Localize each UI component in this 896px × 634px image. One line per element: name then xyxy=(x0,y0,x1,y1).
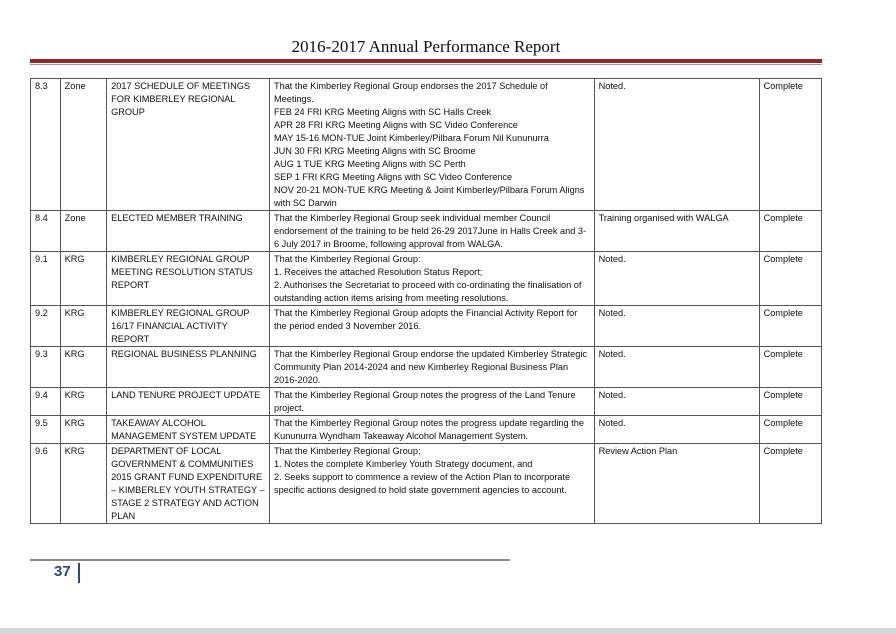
recommendation-line: NOV 20-21 MON-TUE KRG Meeting & Joint Kimberley/Pilbara Forum Aligns with SC Darwin xyxy=(273,185,585,208)
status-cell: Complete xyxy=(759,347,821,388)
footer-rule xyxy=(30,559,510,561)
recommendation-line: That the Kimberley Regional Group: xyxy=(273,254,421,264)
recommendation-line: MAY 15-16 MON-TUE Joint Kimberley/Pilbara Forum Nil Kununurra xyxy=(273,133,549,143)
action-cell: Noted. xyxy=(594,79,759,211)
recommendation-cell xyxy=(269,211,594,252)
recommendation-line: That the Kimberley Regional Group notes the progress of the Land Tenure project. xyxy=(273,390,576,413)
item-number-cell: 9.5 xyxy=(31,416,61,444)
recommendation-cell xyxy=(269,347,594,388)
recommendation-cell xyxy=(269,444,594,524)
item-title-cell: ELECTED MEMBER TRAINING xyxy=(107,211,270,252)
recommendation-line: 1. Notes the complete Kimberley Youth Strategy document, and xyxy=(273,459,533,469)
recommendation-line: That the Kimberley Regional Group adopts the Financial Activity Report for the period ended 3 November 2016. xyxy=(273,308,578,331)
zone-cell: KRG xyxy=(60,347,107,388)
zone-cell: Zone xyxy=(60,211,107,252)
recommendation-cell xyxy=(269,306,594,347)
item-title-cell: TAKEAWAY ALCOHOL MANAGEMENT SYSTEM UPDATE xyxy=(107,416,270,444)
status-cell: Complete xyxy=(759,79,821,211)
action-cell: Training organised with WALGA xyxy=(594,211,759,252)
recommendation-line: 2. Seeks support to commence a review of the Action Plan to incorporate specific actions designed to hold state government agencies to account. xyxy=(273,472,571,495)
page-bottom-edge xyxy=(0,628,896,634)
item-number-cell: 9.4 xyxy=(31,388,61,416)
recommendation-line: 1. Receives the attached Resolution Status Report; xyxy=(273,267,483,277)
page-number-bar xyxy=(78,563,80,583)
header-rule-thin xyxy=(30,64,822,65)
item-number-cell: 9.6 xyxy=(31,444,61,524)
status-cell: Complete xyxy=(759,388,821,416)
recommendation-line: SEP 1 FRI KRG Meeting Aligns with SC Video Conference xyxy=(273,172,513,182)
status-cell: Complete xyxy=(759,252,821,306)
action-cell: Noted. xyxy=(594,306,759,347)
recommendation-line: That the Kimberley Regional Group endorse the updated Kimberley Strategic Community Plan 2014-2024 and new Kimberley Regional Business Plan 2016-2020. xyxy=(273,349,588,385)
table-row xyxy=(31,444,822,524)
recommendation-cell xyxy=(269,388,594,416)
zone-cell: KRG xyxy=(60,388,107,416)
recommendation-line: That the Kimberley Regional Group seek individual member Council endorsement of the training to be held 26-29 2017June in Halls Creek and 3-6 July 2017 in Broome, following approval from WALGA. xyxy=(273,213,587,249)
recommendation-cell xyxy=(269,79,594,211)
item-number-cell: 8.4 xyxy=(31,211,61,252)
action-cell: Noted. xyxy=(594,416,759,444)
item-number-cell: 8.3 xyxy=(31,79,61,211)
recommendation-line: That the Kimberley Regional Group notes the progress update regarding the Kununurra Wyndham Takeaway Alcohol Management System. xyxy=(273,418,584,441)
item-title-cell: DEPARTMENT OF LOCAL GOVERNMENT & COMMUNITIES 2015 GRANT FUND EXPENDITURE – KIMBERLEY YOUTH STRATEGY – STAGE 2 STRATEGY AND ACTION PLAN xyxy=(107,444,270,524)
zone-cell: KRG xyxy=(60,444,107,524)
page-title: 2016-2017 Annual Performance Report xyxy=(291,37,561,56)
action-cell: Noted. xyxy=(594,347,759,388)
zone-cell: KRG xyxy=(60,306,107,347)
table-row xyxy=(31,416,822,444)
action-cell: Noted. xyxy=(594,388,759,416)
table-row xyxy=(31,79,822,211)
resolutions-table xyxy=(30,78,822,524)
recommendation-line: JUN 30 FRI KRG Meeting Aligns with SC Broome xyxy=(273,146,476,156)
table-row xyxy=(31,388,822,416)
table-row xyxy=(31,211,822,252)
recommendation-line: AUG 1 TUE KRG Meeting Aligns with SC Perth xyxy=(273,159,466,169)
recommendation-cell xyxy=(269,252,594,306)
item-title-cell: KIMBERLEY REGIONAL GROUP MEETING RESOLUTION STATUS REPORT xyxy=(107,252,270,306)
status-cell: Complete xyxy=(759,444,821,524)
item-title-cell: LAND TENURE PROJECT UPDATE xyxy=(107,388,270,416)
recommendation-line: APR 28 FRI KRG Meeting Aligns with SC Video Conference xyxy=(273,120,518,130)
item-number-cell: 9.3 xyxy=(31,347,61,388)
action-cell: Review Action Plan xyxy=(594,444,759,524)
item-number-cell: 9.2 xyxy=(31,306,61,347)
recommendation-line: That the Kimberley Regional Group endorses the 2017 Schedule of Meetings. xyxy=(273,81,548,104)
header-rule xyxy=(30,59,822,63)
item-title-cell: KIMBERLEY REGIONAL GROUP 16/17 FINANCIAL ACTIVITY REPORT xyxy=(107,306,270,347)
zone-cell: KRG xyxy=(60,252,107,306)
recommendation-cell xyxy=(269,416,594,444)
recommendation-line: 2. Authorises the Secretariat to proceed with co-ordinating the finalisation of outstanding action items arising from meeting resolutions. xyxy=(273,280,582,303)
table-body xyxy=(31,79,822,524)
status-cell: Complete xyxy=(759,306,821,347)
zone-cell: Zone xyxy=(60,79,107,211)
status-cell: Complete xyxy=(759,416,821,444)
table-row xyxy=(31,252,822,306)
recommendation-line: That the Kimberley Regional Group; xyxy=(273,446,421,456)
recommendation-line: FEB 24 FRI KRG Meeting Aligns with SC Halls Creek xyxy=(273,107,491,117)
action-cell: Noted. xyxy=(594,252,759,306)
status-cell: Complete xyxy=(759,211,821,252)
table-row xyxy=(31,347,822,388)
item-title-cell: 2017 SCHEDULE OF MEETINGS FOR KIMBERLEY REGIONAL GROUP xyxy=(107,79,270,211)
table-row xyxy=(31,306,822,347)
page-number: 37 xyxy=(54,563,71,580)
item-number-cell: 9.1 xyxy=(31,252,61,306)
item-title-cell: REGIONAL BUSINESS PLANNING xyxy=(107,347,270,388)
zone-cell: KRG xyxy=(60,416,107,444)
